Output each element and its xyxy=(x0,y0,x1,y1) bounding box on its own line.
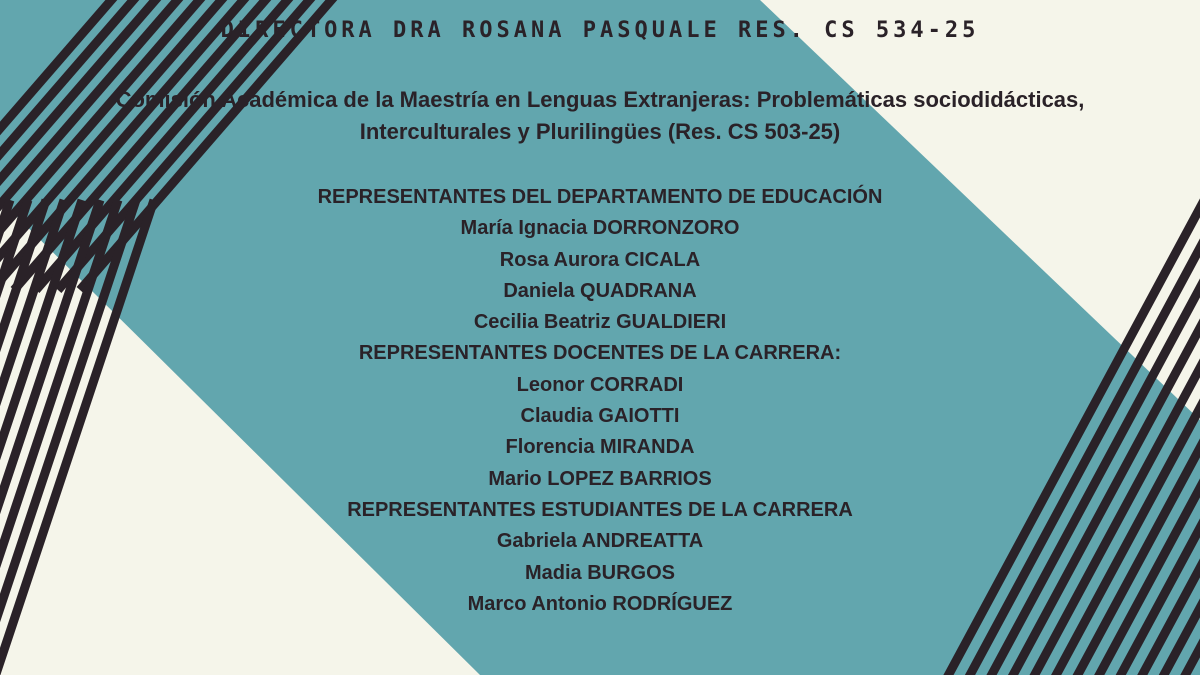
member-name: Florencia MIRANDA xyxy=(505,436,695,459)
commission-title xyxy=(0,84,1200,148)
member-name: Mario LOPEZ BARRIOS xyxy=(488,467,712,490)
member-name: Marco Antonio RODRÍGUEZ xyxy=(467,592,733,615)
section-title-education: REPRESENTANTES DEL DEPARTAMENTO DE EDUCACIÓN xyxy=(317,186,883,208)
member-name: Gabriela ANDREATTA xyxy=(496,530,704,553)
member-name: Leonor CORRADI xyxy=(516,373,684,396)
section-title-teachers: REPRESENTANTES DOCENTES DE LA CARRERA: xyxy=(358,342,842,365)
director-heading: DIRECTORA DRA ROSANA PASQUALE RES. CS 534-25 xyxy=(220,18,980,43)
member-name: Daniela QUADRANA xyxy=(503,279,697,302)
member-name: Claudia GAIOTTI xyxy=(520,405,680,428)
commission-title-line-1: Comisión Académica de la Maestría en Lenguas Extranjeras: Problemáticas sociodidácticas, xyxy=(115,87,1085,112)
member-name: Cecilia Beatriz GUALDIERI xyxy=(473,311,727,334)
section-title-students: REPRESENTANTES ESTUDIANTES DE LA CARRERA xyxy=(347,498,853,521)
member-name: Rosa Aurora CICALA xyxy=(499,248,701,271)
members-list xyxy=(0,182,1200,620)
member-name: Madia BURGOS xyxy=(524,561,676,584)
commission-title-line-2: Interculturales y Plurilingües (Res. CS 503-25) xyxy=(359,119,841,144)
member-name: María Ignacia DORRONZORO xyxy=(460,217,740,240)
